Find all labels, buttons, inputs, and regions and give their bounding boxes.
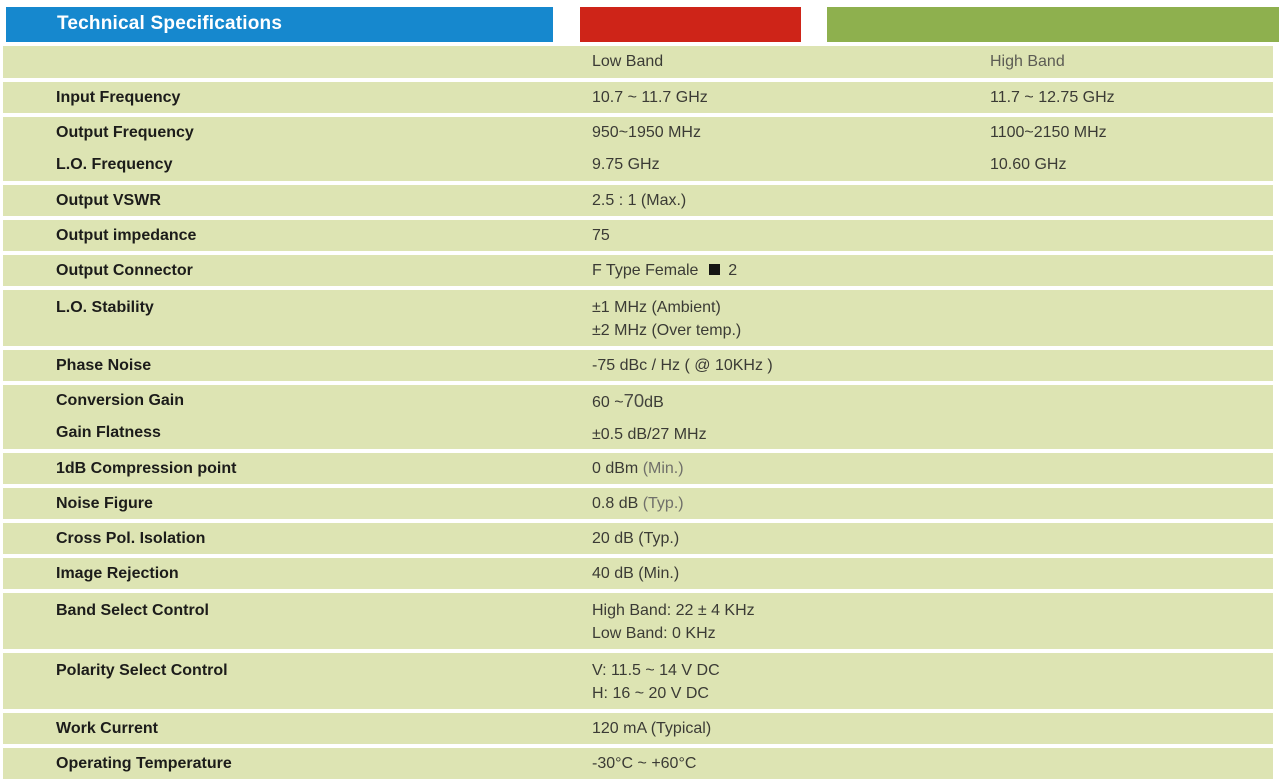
- spec-label: Image Rejection: [56, 565, 179, 582]
- spec-value: 75: [592, 227, 610, 244]
- spec-label: L.O. Stability: [56, 299, 154, 316]
- spec-label: Cross Pol. Isolation: [56, 530, 206, 547]
- spec-value: Low Band: 0 KHz: [592, 625, 716, 642]
- spec-value: ±2 MHz (Over temp.): [592, 322, 742, 339]
- spec-value: 20 dB (Typ.): [592, 530, 680, 547]
- table-row: [3, 290, 1273, 346]
- spec-label: Conversion Gain: [56, 392, 185, 409]
- table-row: [3, 185, 1273, 216]
- spec-value: 11.7 ~ 12.75 GHz: [990, 89, 1115, 106]
- spec-value: -30°C ~ +60°C: [592, 755, 697, 772]
- spec-value: ±1 MHz (Ambient): [592, 299, 721, 316]
- table-row: [3, 558, 1273, 589]
- table-row: [3, 385, 1273, 449]
- spec-rows: [3, 82, 1273, 779]
- page-title: Technical Specifications: [57, 13, 283, 34]
- spec-value: 9.75 GHz: [592, 156, 660, 173]
- table-row: [3, 220, 1273, 251]
- spec-label: Band Select Control: [56, 602, 209, 619]
- table-row: [3, 453, 1273, 484]
- table-row: [3, 488, 1273, 519]
- spec-label: Phase Noise: [56, 357, 152, 374]
- spec-value: 2.5 : 1 (Max.): [592, 192, 687, 209]
- table-row: [3, 117, 1273, 181]
- spec-value: 120 mA (Typical): [592, 720, 712, 737]
- table-row: [3, 653, 1273, 709]
- spec-label: Output VSWR: [56, 192, 161, 209]
- table-row: [3, 523, 1273, 554]
- spec-value: 0.8 dB (Typ.): [592, 495, 684, 512]
- spec-value: 60 ~70dB: [592, 390, 664, 411]
- table-row: [3, 82, 1273, 113]
- spec-value: 950~1950 MHz: [592, 124, 701, 141]
- column-header-high-band: High Band: [990, 53, 1065, 70]
- spec-value: 10.7 ~ 11.7 GHz: [592, 89, 708, 106]
- table-row: [3, 350, 1273, 381]
- square-bullet-icon: [709, 264, 720, 275]
- column-header-spacer: [3, 46, 589, 78]
- column-header-low-band: Low Band: [592, 53, 664, 70]
- spec-label: Noise Figure: [56, 495, 153, 512]
- column-header-row: [3, 46, 1273, 78]
- table-row: [3, 748, 1273, 779]
- spec-label: Output Frequency: [56, 124, 194, 141]
- spec-value: F Type Female 2: [592, 262, 738, 279]
- spec-label: Output Connector: [56, 262, 193, 279]
- table-row: [3, 255, 1273, 286]
- spec-value: 40 dB (Min.): [592, 565, 680, 582]
- spec-label: Input Frequency: [56, 89, 181, 106]
- spec-label: Gain Flatness: [56, 424, 161, 441]
- spec-label: Work Current: [56, 720, 158, 737]
- spec-value: 10.60 GHz: [990, 156, 1067, 173]
- spec-value: ±0.5 dB/27 MHz: [592, 426, 707, 443]
- title-bar: [6, 7, 553, 42]
- spec-value: H: 16 ~ 20 V DC: [592, 685, 709, 702]
- spec-label: Operating Temperature: [56, 755, 232, 772]
- red-accent-bar: [580, 7, 801, 42]
- spec-label: L.O. Frequency: [56, 156, 173, 173]
- spec-label: Polarity Select Control: [56, 662, 228, 679]
- spec-label: Output impedance: [56, 227, 197, 244]
- spec-value: High Band: 22 ± 4 KHz: [592, 602, 755, 619]
- spec-value: 1100~2150 MHz: [990, 124, 1107, 141]
- table-row: [3, 593, 1273, 649]
- spec-table: [3, 46, 1273, 783]
- spec-value: V: 11.5 ~ 14 V DC: [592, 662, 720, 679]
- spec-value: -75 dBc / Hz ( @ 10KHz ): [592, 357, 773, 374]
- spec-label: 1dB Compression point: [56, 460, 237, 477]
- green-accent-bar: [827, 7, 1279, 42]
- table-row: [3, 713, 1273, 744]
- spec-value: 0 dBm (Min.): [592, 460, 684, 477]
